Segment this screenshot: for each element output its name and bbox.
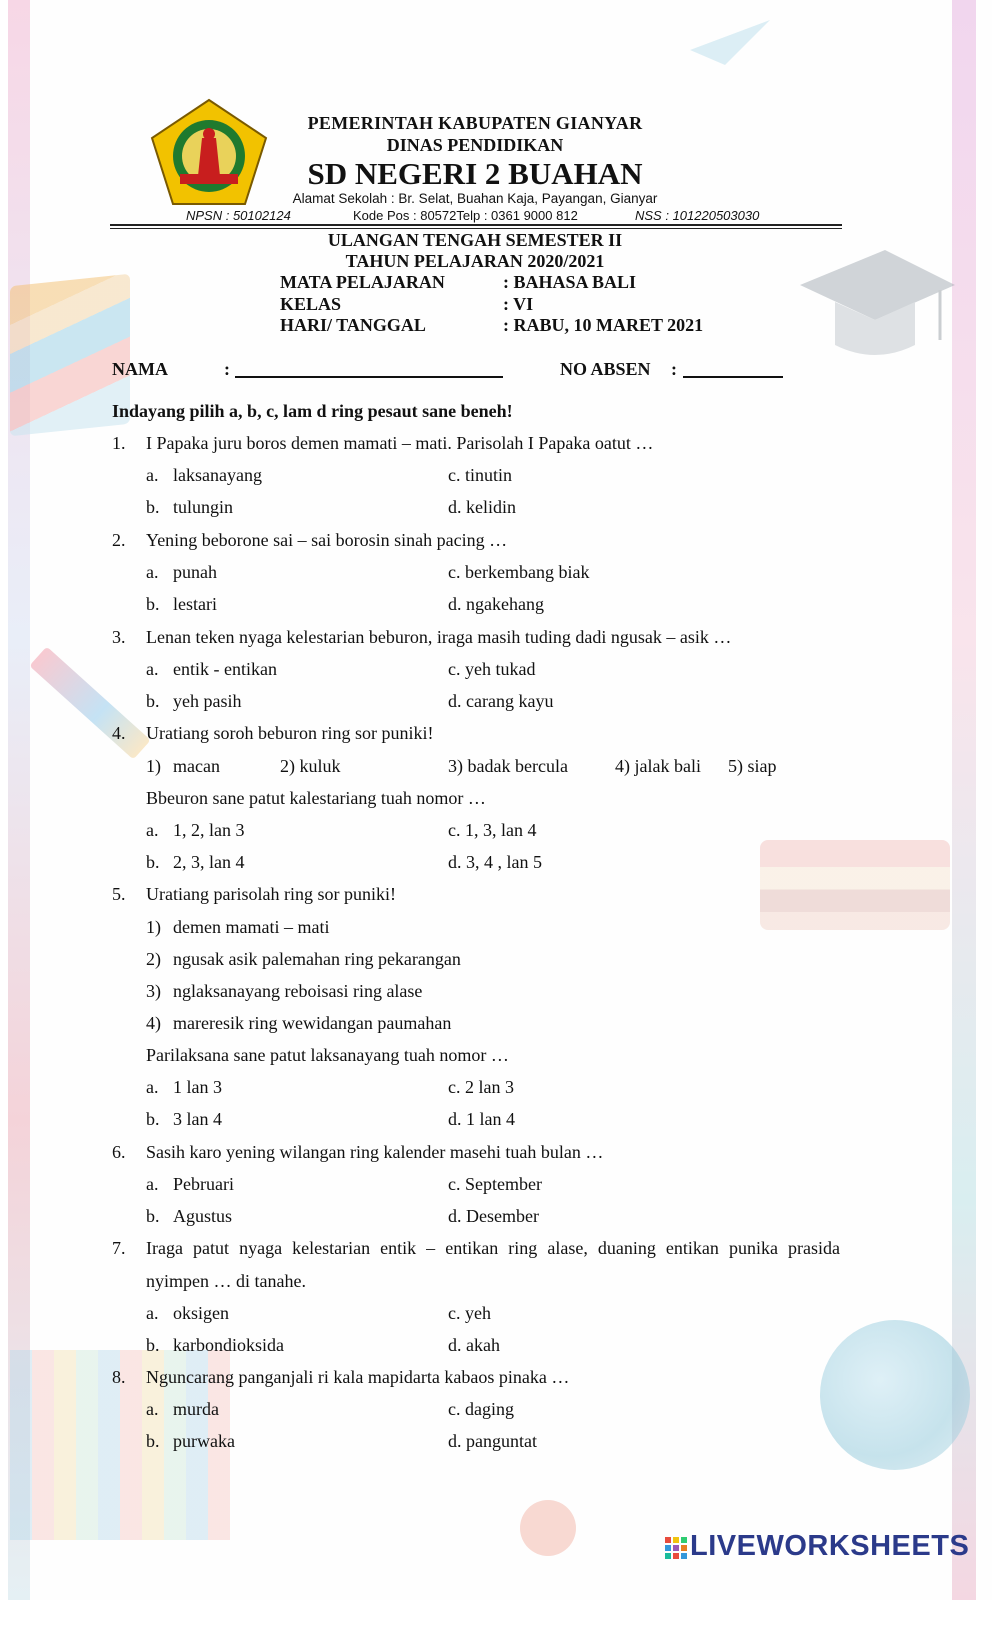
behavior-list-item: mareresik ring wewidangan paumahan [173,1013,452,1033]
question-text: Uratiang soroh beburon ring sor puniki! [146,723,434,743]
question-number: 2. [112,530,126,550]
question-number: 1. [112,433,126,453]
option-b[interactable]: tulungin [173,497,234,517]
option-letter-b: b. [146,1335,160,1355]
books-stack-illustration [760,840,950,930]
option-letter-a: a. [146,1077,159,1097]
liveworksheets-brand[interactable]: LIVEWORKSHEETS [690,1530,970,1562]
animal-list-item: 3) badak bercula [448,756,568,776]
option-d[interactable]: d. ngakehang [448,594,544,614]
option-b[interactable]: 3 lan 4 [173,1109,222,1129]
question-text: Sasih karo yening wilangan ring kalender masehi tuah bulan … [146,1142,604,1162]
header-government: PEMERINTAH KABUPATEN GIANYAR [307,113,643,133]
option-c[interactable]: c. yeh [448,1303,491,1323]
header-department: DINAS PENDIDIKAN [386,135,564,155]
behavior-list-item: demen mamati – mati [173,917,330,937]
option-d[interactable]: d. panguntat [448,1431,537,1451]
option-a[interactable]: Pebruari [173,1174,234,1194]
absen-field[interactable] [683,376,783,378]
date-value: : RABU, 10 MARET 2021 [503,315,704,335]
question-number: 6. [112,1142,126,1162]
option-letter-b: b. [146,1431,160,1451]
option-d[interactable]: d. 3, 4 , lan 5 [448,852,542,872]
behavior-list-number: 2) [146,949,161,969]
option-letter-b: b. [146,497,160,517]
animal-list-number: 1) [146,756,161,776]
option-letter-a: a. [146,1174,159,1194]
option-letter-b: b. [146,1109,160,1129]
school-address: Alamat Sekolah : Br. Selat, Buahan Kaja, Payangan, Gianyar [292,191,658,206]
option-letter-b: b. [146,691,160,711]
question-number: 3. [112,627,126,647]
question-number: 8. [112,1367,126,1387]
behavior-list-number: 4) [146,1013,161,1033]
option-a[interactable]: 1 lan 3 [173,1077,222,1097]
option-b[interactable]: lestari [173,594,217,614]
question-text: Iraga patut nyaga kelestarian entik – entikan ring alase, duaning entikan punika prasida [146,1238,840,1258]
behavior-list-number: 3) [146,981,161,1001]
option-b[interactable]: karbondioksida [173,1335,284,1355]
option-letter-a: a. [146,1399,159,1419]
option-letter-a: a. [146,1303,159,1323]
npsn-text: NPSN : 50102124 [186,208,291,223]
option-d[interactable]: d. akah [448,1335,500,1355]
class-value: : VI [503,294,534,314]
option-c[interactable]: c. yeh tukad [448,659,536,679]
absen-label: NO ABSEN [560,359,651,379]
question-text: I Papaka juru boros demen mamati – mati. Parisolah I Papaka oatut … [146,433,654,453]
option-c[interactable]: c. 1, 3, lan 4 [448,820,537,840]
subject-value: : BAHASA BALI [503,272,637,292]
postal-phone-text: Kode Pos : 80572Telp : 0361 9000 812 [353,208,578,223]
animal-list-item: 4) jalak bali [615,756,701,776]
option-c[interactable]: c. berkembang biak [448,562,590,582]
option-a[interactable]: punah [173,562,217,582]
option-letter-a: a. [146,562,159,582]
absen-colon: : [671,359,677,379]
date-label: HARI/ TANGGAL [280,315,426,335]
question-number: 4. [112,723,126,743]
question-subtext: Parilaksana sane patut laksanayang tuah nomor … [146,1045,509,1065]
name-colon: : [224,359,230,379]
option-b[interactable]: Agustus [173,1206,233,1226]
animal-list-item: macan [173,756,220,776]
school-name: SD NEGERI 2 BUAHAN [307,156,643,191]
question-text: Uratiang parisolah ring sor puniki! [146,884,396,904]
option-b[interactable]: 2, 3, lan 4 [173,852,245,872]
liveworksheets-logo-icon [665,1537,687,1559]
subject-label: MATA PELAJARAN [280,272,445,292]
option-a[interactable]: murda [173,1399,219,1419]
exam-title: ULANGAN TENGAH SEMESTER II [327,230,623,250]
paper-plane-illustration [690,20,770,70]
instruction-text: Indayang pilih a, b, c, lam d ring pesaut sane beneh! [112,401,513,421]
option-letter-a: a. [146,465,159,485]
option-letter-a: a. [146,820,159,840]
apple-illustration [520,1500,576,1556]
class-label: KELAS [280,294,342,314]
option-d[interactable]: d. carang kayu [448,691,554,711]
animal-list-item: 2) kuluk [280,756,341,776]
option-c[interactable]: c. September [448,1174,542,1194]
animal-list-item: 5) siap [728,756,777,776]
behavior-list-item: nglaksanayang reboisasi ring alase [173,981,423,1001]
header-divider [110,224,842,226]
option-letter-b: b. [146,852,160,872]
option-letter-b: b. [146,1206,160,1226]
question-subtext: Bbeuron sane patut kalestariang tuah nomor … [146,788,486,808]
option-d[interactable]: d. 1 lan 4 [448,1109,515,1129]
globe-illustration [820,1320,970,1470]
option-d[interactable]: d. Desember [448,1206,539,1226]
question-text: Yening beborone sai – sai borosin sinah pacing … [146,530,508,550]
option-a[interactable]: entik - entikan [173,659,277,679]
option-c[interactable]: c. tinutin [448,465,512,485]
option-a[interactable]: laksanayang [173,465,262,485]
option-a[interactable]: 1, 2, lan 3 [173,820,245,840]
option-letter-b: b. [146,594,160,614]
option-letter-a: a. [146,659,159,679]
option-b[interactable]: yeh pasih [173,691,242,711]
question-text: Nguncarang panganjali ri kala mapidarta kabaos pinaka … [146,1367,570,1387]
option-b[interactable]: purwaka [173,1431,235,1451]
header-divider-thin [110,228,842,229]
option-d[interactable]: d. kelidin [448,497,516,517]
option-c[interactable]: c. daging [448,1399,514,1419]
question-number: 7. [112,1238,126,1258]
question-number: 5. [112,884,126,904]
question-text-continued: nyimpen … di tanahe. [146,1271,306,1291]
question-text: Lenan teken nyaga kelestarian beburon, iraga masih tuding dadi ngusak – asik … [146,627,732,647]
behavior-list-number: 1) [146,917,161,937]
exam-year: TAHUN PELAJARAN 2020/2021 [345,251,605,271]
nss-text: NSS : 101220503030 [635,208,760,223]
behavior-list-item: ngusak asik palemahan ring pekarangan [173,949,461,969]
name-field[interactable] [235,376,503,378]
option-c[interactable]: c. 2 lan 3 [448,1077,514,1097]
option-a[interactable]: oksigen [173,1303,229,1323]
name-label: NAMA [112,359,168,379]
